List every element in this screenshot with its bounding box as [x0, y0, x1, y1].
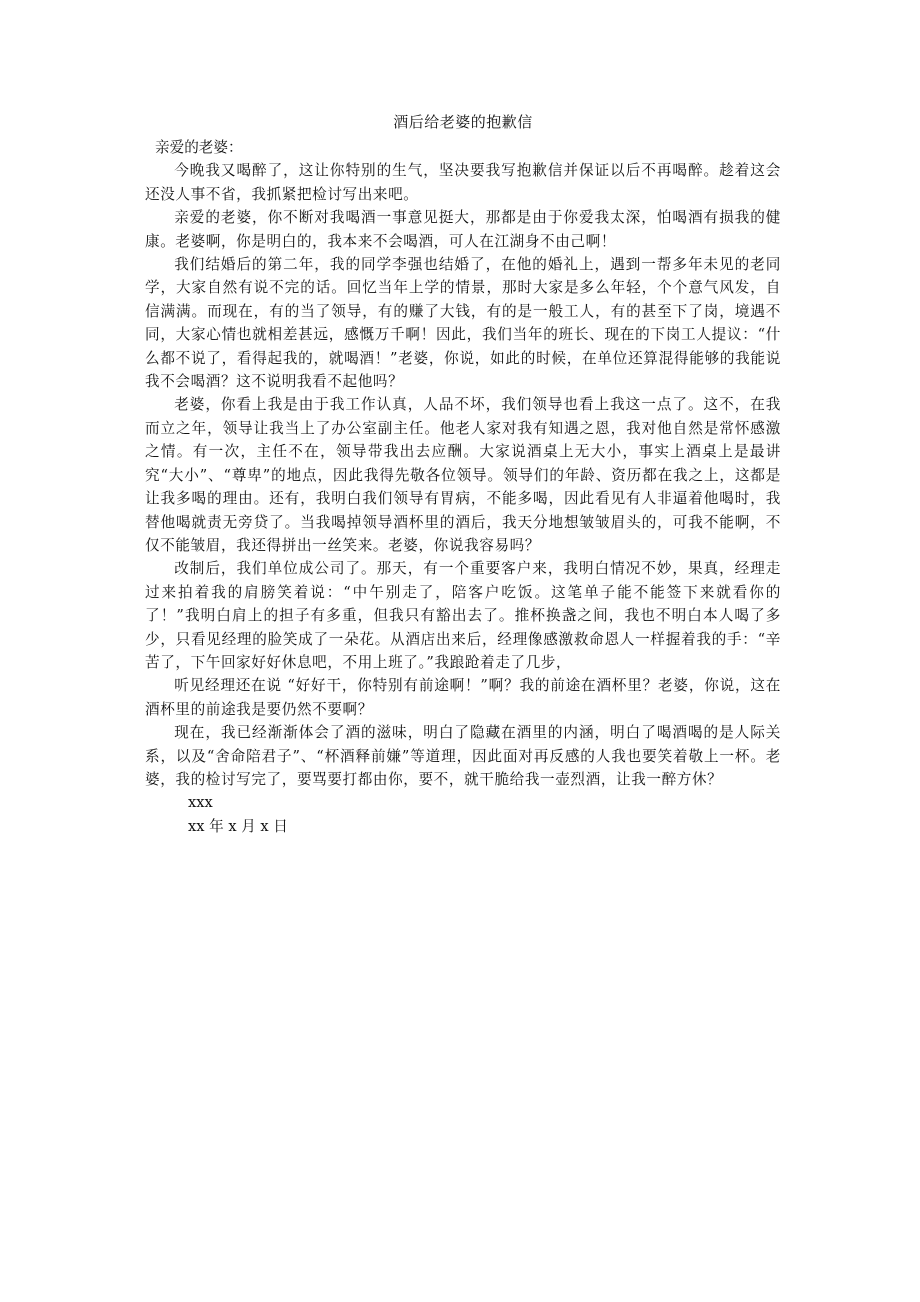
signature: xxx: [188, 794, 213, 812]
paragraph-7: 现在，我已经渐渐体会了酒的滋味，明白了隐藏在酒里的内涵，明白了喝酒喝的是人际关系，以及“舍命陪君子”、“杯酒释前嫌”等道理，因此面对再反感的人我也要笑着敬上一杯。老婆，我的检讨写完了，要骂要打都由你，要不，就干脆给我一壶烈酒，让我一醉方休？: [145, 724, 781, 788]
paragraph-6: 听见经理还在说 “好好干，你特别有前途啊！”啊？我的前途在酒杯里？老婆，你说，这在酒杯里的前途我是要仍然不要啊？: [145, 677, 781, 718]
letter-page: [145, 108, 781, 838]
letter-date: xx 年 x 月 x 日: [188, 817, 288, 835]
paragraph-5: 改制后，我们单位成公司了。那天，有一个重要客户来，我明白情况不妙，果真，经理走过来拍着我的肩膀笑着说：“中午别走了，陪客户吃饭。这笔单子能不能签下来就看你的了！”我明白肩上的担子有多重，但我只有豁出去了。推杯换盏之间，我也不明白本人喝了多少，只看见经理的脸笑成了一朵花。从酒店出来后，经理像感激救命恩人一样握着我的手：“辛苦了，下午回家好好休息吧，不用上班了。”我踉跄着走了几步，: [145, 560, 781, 671]
letter-title: 酒后给老婆的抱歉信: [393, 113, 533, 131]
paragraph-1: 今晚我又喝醉了，这让你特别的生气，坚决要我写抱歉信并保证以后不再喝醉。趁着这会还没人事不省，我抓紧把检讨写出来吧。: [145, 162, 781, 203]
paragraph-3: 我们结婚后的第二年，我的同学李强也结婚了，在他的婚礼上，遇到一帮多年未见的老同学，大家自然有说不完的话。回忆当年上学的情景，那时大家是多么年轻，个个意气风发，自信满满。而现在，有的当了领导，有的赚了大钱，有的是一般工人，有的甚至下了岗，境遇不同，大家心情也就相差甚远，感慨万千啊！因此，我们当年的班长、现在的下岗工人提议：“什么都不说了，看得起我的，就喝酒！”老婆，你说，如此的时候，在单位还算混得能够的我能说我不会喝酒？这不说明我看不起他吗？: [145, 256, 781, 391]
paragraph-4: 老婆，你看上我是由于我工作认真，人品不坏，我们领导也看上我这一点了。这不，在我而立之年，领导让我当上了办公室副主任。他老人家对我有知遇之恩，我对他自然是常怀感激之情。有一次，主任不在，领导带我出去应酬。大家说酒桌上无大小，事实上酒桌上是最讲究“大小”、“尊卑”的地点，因此我得先敬各位领导。领导们的年龄、资历都在我之上，这都是让我多喝的理由。还有，我明白我们领导有胃病，不能多喝，因此看见有人非逼着他喝时，我替他喝就责无旁贷了。当我喝掉领导酒杯里的酒后，我天分地想皱皱眉头的，可我不能啊，不仅不能皱眉，我还得拼出一丝笑来。老婆，你说我容易吗？: [145, 396, 781, 554]
salutation: 亲爱的老婆：: [155, 139, 243, 156]
paragraph-2: 亲爱的老婆，你不断对我喝酒一事意见挺大，那都是由于你爱我太深，怕喝酒有损我的健康。老婆啊，你是明白的，我本来不会喝酒，可人在江湖身不由己啊！: [145, 209, 781, 250]
